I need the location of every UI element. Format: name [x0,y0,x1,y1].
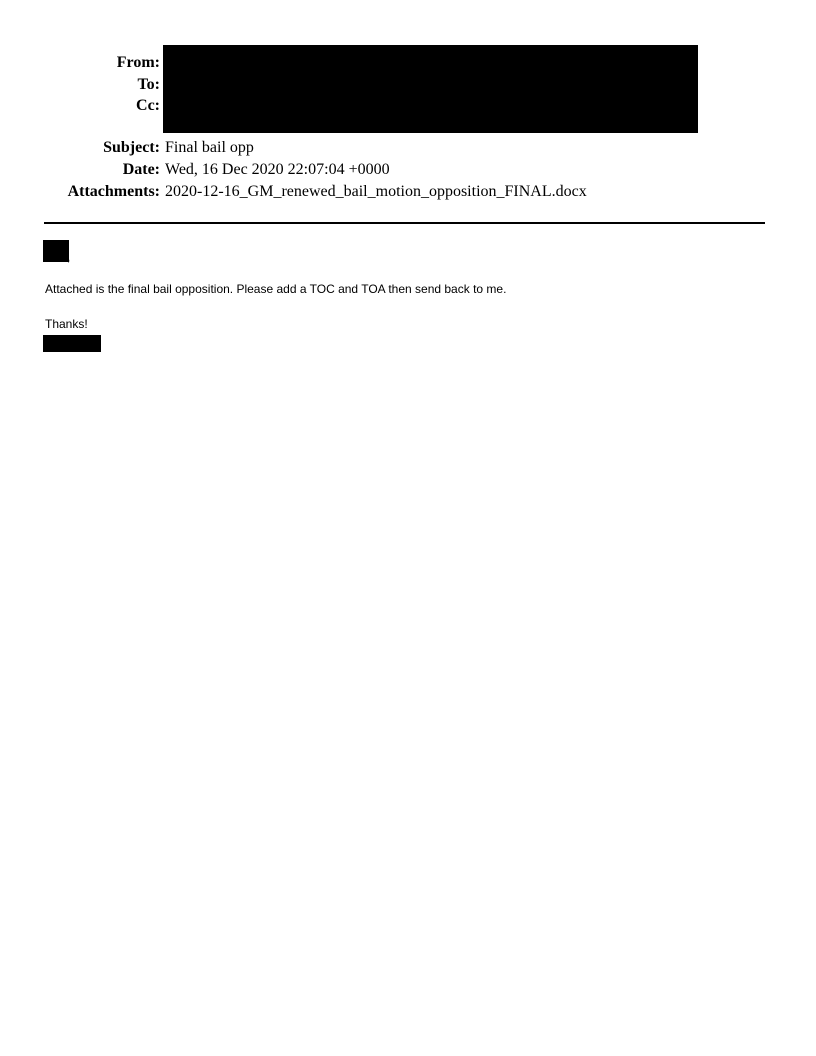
date-label: Date: [122,161,160,178]
greeting-comma: , [67,250,71,264]
date-value: Wed, 16 Dec 2020 22:07:04 +0000 [165,161,390,178]
to-label: To: [137,76,160,93]
subject-label: Subject: [103,139,160,156]
header-divider [44,222,765,224]
signature-redaction [43,335,101,352]
subject-value: Final bail opp [165,139,254,156]
closing-text: Thanks! [45,317,88,331]
cc-label: Cc: [136,97,160,114]
recipients-redaction [163,45,698,133]
from-label: From: [116,54,160,71]
greeting-name-redaction [43,240,69,262]
attachment-filename[interactable]: 2020-12-16_GM_renewed_bail_motion_opposition_FINAL.docx [165,183,587,200]
attachments-label: Attachments: [67,183,160,200]
message-text: Attached is the final bail opposition. Please add a TOC and TOA then send back to me. [45,282,507,296]
